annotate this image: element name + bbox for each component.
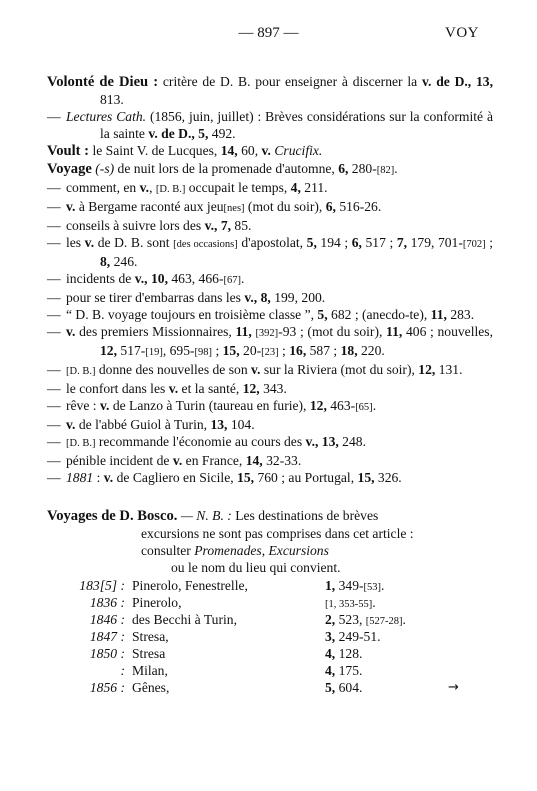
subentry-13: — pénible incident de v. en France, 14, 32-33. [47,453,302,468]
row-place: Gênes, [132,680,170,695]
voyages-table [47,577,493,696]
voyage-subentries [47,179,493,486]
table-row [47,679,493,696]
nb-line-2: excursions ne sont pas comprises dans cet article : [141,526,414,541]
subentry-4: — incidents de v., 10, 463, 466-[67]. [47,271,245,286]
subentry-14: — 1881 : v. de Cagliero en Sicile, 15, 760 ; au Portugal, 15, 326. [47,470,402,485]
row-place: Milan, [132,663,168,678]
entry-voult: Voult : le Saint V. de Lucques, 14, 60, v. Crucifix. [47,143,323,159]
index-content [47,73,493,696]
table-row [47,577,493,594]
nb-line-4: ou le nom du lieu qui convient. [171,560,341,575]
subentry-11: — v. de l'abbé Guiol à Turin, 13, 104. [47,417,255,432]
row-reference: 5, 604. [325,680,363,695]
row-reference: 1, 349-[53]. [325,578,385,593]
page-number: — 897 — [238,25,299,41]
subentry-0: — comment, en v., [D. B.] occupait le temps, 4, 211. [47,180,328,195]
subentry-1: — v. à Bergame raconté aux jeu[nes] (mot du soir), 6, 516-26. [47,199,382,214]
subentry-2: — conseils à suivre lors des v., 7, 85. [47,218,252,233]
voyages-de-bosco-heading: Voyages de D. Bosco. — N. B. : Les destinations de brèves [47,508,379,524]
table-row [47,662,493,679]
subentry-3: — les v. de D. B. sont [des occasions] d'apostolat, 5, 194 ; 6, 517 ; 7, 179, 701-[702] ; 8, 246. [47,235,493,269]
continue-arrow-icon: → [448,680,459,695]
nb-line-3: consulter Promenades, Excursions [141,543,329,558]
row-place: Pinerolo, [132,595,182,610]
subentry-8: — [D. B.] donne des nouvelles de son v. sur la Riviera (mot du soir), 12, 131. [47,362,463,377]
entry-voyage: Voyage (-s) de nuit lors de la promenade d'automne, 6, 280-[82]. [47,161,398,177]
table-row [47,611,493,628]
row-year: 183[5] : [79,578,125,593]
row-year: 1836 : [89,595,125,610]
row-place: Pinerolo, Fenestrelle, [132,578,248,593]
row-reference: 4, 128. [325,646,363,661]
subentry-5: — pour se tirer d'embarras dans les v., 8, 199, 200. [47,290,326,305]
row-year: 1850 : [89,646,125,661]
subentry-6: — “ D. B. voyage toujours en troisième classe ”, 5, 682 ; (anecdo-te), 11, 283. [47,307,475,322]
row-reference: [1, 353-55]. [325,595,376,610]
table-row [47,594,493,611]
table-row [47,645,493,662]
row-place: Stresa, [132,629,169,644]
row-place: Stresa [132,646,166,661]
row-year: : [120,663,125,678]
entry-volonte: Volonté de Dieu : critère de D. B. pour enseigner à discerner la v. de D., 13, 813. [47,74,493,107]
row-year: 1846 : [89,612,125,627]
running-head: VOY [445,25,479,41]
row-reference: 3, 249-51. [325,629,381,644]
row-reference: 2, 523, [527-28]. [325,612,406,627]
table-row [47,628,493,645]
subentry-12: — [D. B.] recommande l'économie au cours des v., 13, 248. [47,434,366,449]
subentry-7: — v. des premiers Missionnaires, 11, [392]-93 ; (mot du soir), 11, 406 ; nouvelles, 12, 517-[19], 695-[98] ; 15, 20-[23] ; 16, 587 ; 18, 220. [47,324,493,358]
row-reference: 4, 175. [325,663,363,678]
page-header [0,25,537,43]
row-year: 1847 : [89,629,125,644]
subentry-9: — le confort dans les v. et la santé, 12, 343. [47,381,287,396]
subentry-10: — rêve : v. de Lanzo à Turin (taureau en furie), 12, 463-[65]. [47,398,377,413]
row-year: 1856 : [89,680,125,695]
entry-lectures: — Lectures Cath. (1856, juin, juillet) : Brèves considérations sur la conformité à la sainte v. de D., 5, 492. [47,109,494,141]
row-place: des Becchi à Turin, [132,612,237,627]
